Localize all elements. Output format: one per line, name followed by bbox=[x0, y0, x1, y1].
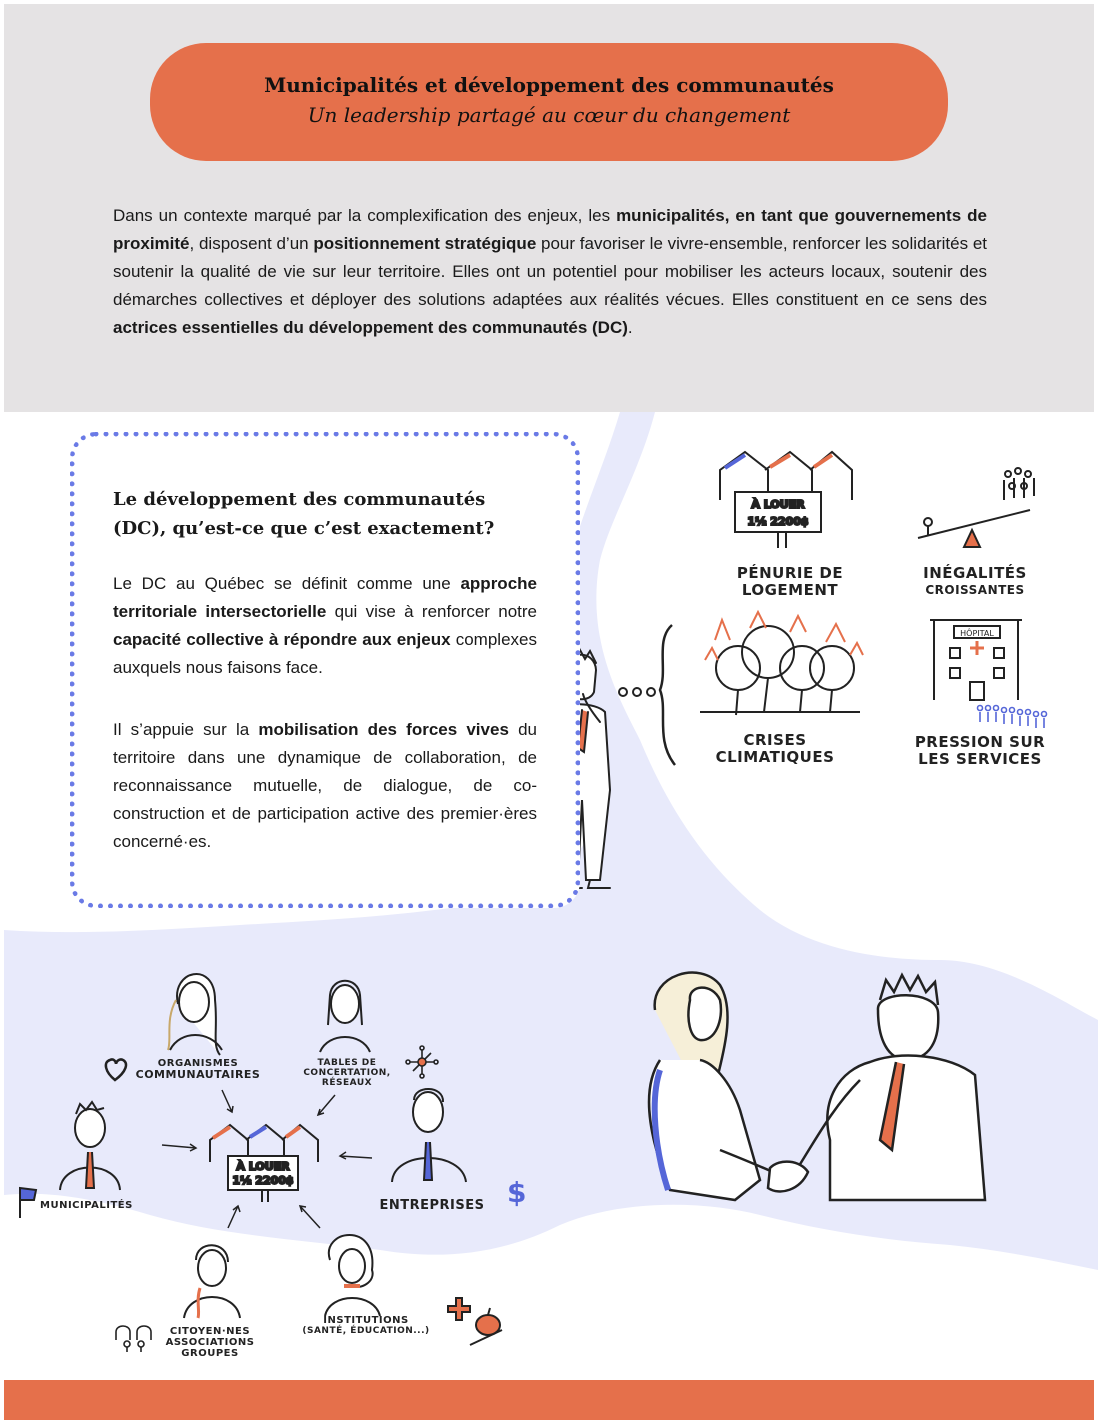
label-line: INSTITUTIONS bbox=[323, 1315, 409, 1326]
label-line: INÉGALITÉS bbox=[923, 564, 1027, 582]
climate-fire-trees-icon bbox=[700, 612, 863, 715]
crowd-icon bbox=[1004, 468, 1034, 500]
thought-dot bbox=[647, 688, 655, 696]
thought-dot bbox=[633, 688, 641, 696]
label-line: (SANTÉ, ÉDUCATION...) bbox=[302, 1326, 430, 1336]
intro-text: , disposent d’un bbox=[189, 234, 314, 253]
inequality-seesaw-icon bbox=[918, 468, 1034, 547]
dc-bold: capacité collective à répondre aux enjeux bbox=[113, 630, 451, 649]
blob-edge bbox=[1010, 438, 1098, 440]
label-line: CITOYEN·NES bbox=[169, 1326, 251, 1337]
curly-brace bbox=[660, 625, 675, 765]
thought-dot bbox=[619, 688, 627, 696]
citoyens-portrait bbox=[184, 1245, 240, 1318]
label-line: LES SERVICES bbox=[918, 750, 1042, 768]
sign-text: 1½ 2200$ bbox=[232, 1174, 294, 1187]
footer-bar bbox=[4, 1380, 1094, 1420]
intro-bold: positionnement stratégique bbox=[313, 234, 537, 253]
people-group-icon bbox=[116, 1326, 151, 1352]
label-line: GROUPES bbox=[181, 1348, 239, 1359]
services-label bbox=[890, 734, 1070, 768]
intro-text: Dans un contexte marqué par la complexification des enjeux, les bbox=[113, 206, 617, 225]
dc-paragraph-2 bbox=[113, 716, 537, 856]
apple-pencil-icon bbox=[470, 1308, 502, 1345]
flag-icon bbox=[20, 1188, 36, 1218]
queue-of-people-icon bbox=[978, 706, 1047, 729]
label-line: CROISSANTES bbox=[925, 583, 1025, 597]
dc-text: Il s’appuie sur la bbox=[113, 720, 259, 739]
label-line: LOGEMENT bbox=[741, 581, 839, 599]
label-line: PÉNURIE DE bbox=[736, 564, 844, 582]
label-line: CRISES bbox=[743, 731, 807, 749]
dc-text: complexes auxquels nous faisons face. bbox=[113, 630, 537, 677]
intro-bold: municipalités, en tant que gouvernements de proximité bbox=[113, 206, 987, 253]
dc-text: qui vise à renforcer notre bbox=[326, 602, 537, 621]
label-line: TABLES DE bbox=[317, 1058, 377, 1068]
dc-text: Le DC au Québec se définit comme une bbox=[113, 574, 461, 593]
label-line: PRESSION SUR bbox=[914, 733, 1046, 751]
housing-label bbox=[700, 565, 880, 599]
inequality-label bbox=[890, 565, 1060, 599]
hospital-sign-text: HÔPITAL bbox=[960, 629, 994, 638]
entreprises-label: ENTREPRISES bbox=[379, 1198, 485, 1213]
citoyens-label bbox=[160, 1326, 260, 1359]
label-line: CLIMATIQUES bbox=[715, 748, 835, 766]
organismes-label bbox=[128, 1058, 268, 1080]
municipalites-label: MUNICIPALITÉS bbox=[40, 1200, 133, 1211]
hospital-icon bbox=[930, 620, 1022, 700]
page-title: Municipalités et développement des communautés bbox=[264, 73, 834, 97]
label-line: ASSOCIATIONS bbox=[165, 1337, 255, 1348]
dollar-icon: $ bbox=[507, 1176, 527, 1209]
climate-label bbox=[700, 732, 850, 766]
dc-bold: approche territoriale intersectorielle bbox=[113, 574, 537, 621]
intro-text: pour favoriser le vivre-ensemble, renforcer les solidarités et soutenir la qualité de vie sur leur territoire. Elles ont un potentiel pour mobiliser les acteurs locaux, soutenir des démarches collectives et déployer des solutions adaptées aux réalités vécues. Elles constituent en ce sens des bbox=[113, 234, 987, 309]
sign-text: 1½ 2200$ bbox=[747, 515, 809, 528]
sign-text: À LOUER bbox=[236, 1160, 290, 1173]
page-subtitle: Un leadership partagé au cœur du changement bbox=[307, 103, 791, 127]
intro-bold: actrices essentielles du développement des communautés (DC) bbox=[113, 318, 628, 337]
label-line: RÉSEAUX bbox=[321, 1078, 373, 1088]
dc-paragraph-1 bbox=[113, 570, 537, 682]
label-line: COMMUNAUTAIRES bbox=[135, 1068, 261, 1081]
housing-icon bbox=[720, 452, 852, 548]
label-line: CONCERTATION, bbox=[303, 1068, 391, 1078]
health-cross-icon bbox=[448, 1298, 470, 1320]
dc-bold: mobilisation des forces vives bbox=[258, 720, 509, 739]
institutions-label bbox=[296, 1315, 436, 1337]
dc-text: du territoire dans une dynamique de collaboration, de reconnaissance mutuelle, de dialogue, de co-construction et de participation active des premier·ères concerné·es. bbox=[113, 720, 537, 851]
label-line: ORGANISMES bbox=[157, 1058, 239, 1069]
tables-label bbox=[294, 1058, 400, 1088]
dc-question-heading: Le développement des communautés (DC), qu’est-ce que c’est exactement? bbox=[113, 489, 495, 539]
sign-text: À LOUER bbox=[751, 498, 805, 511]
intro-text: . bbox=[627, 318, 633, 337]
